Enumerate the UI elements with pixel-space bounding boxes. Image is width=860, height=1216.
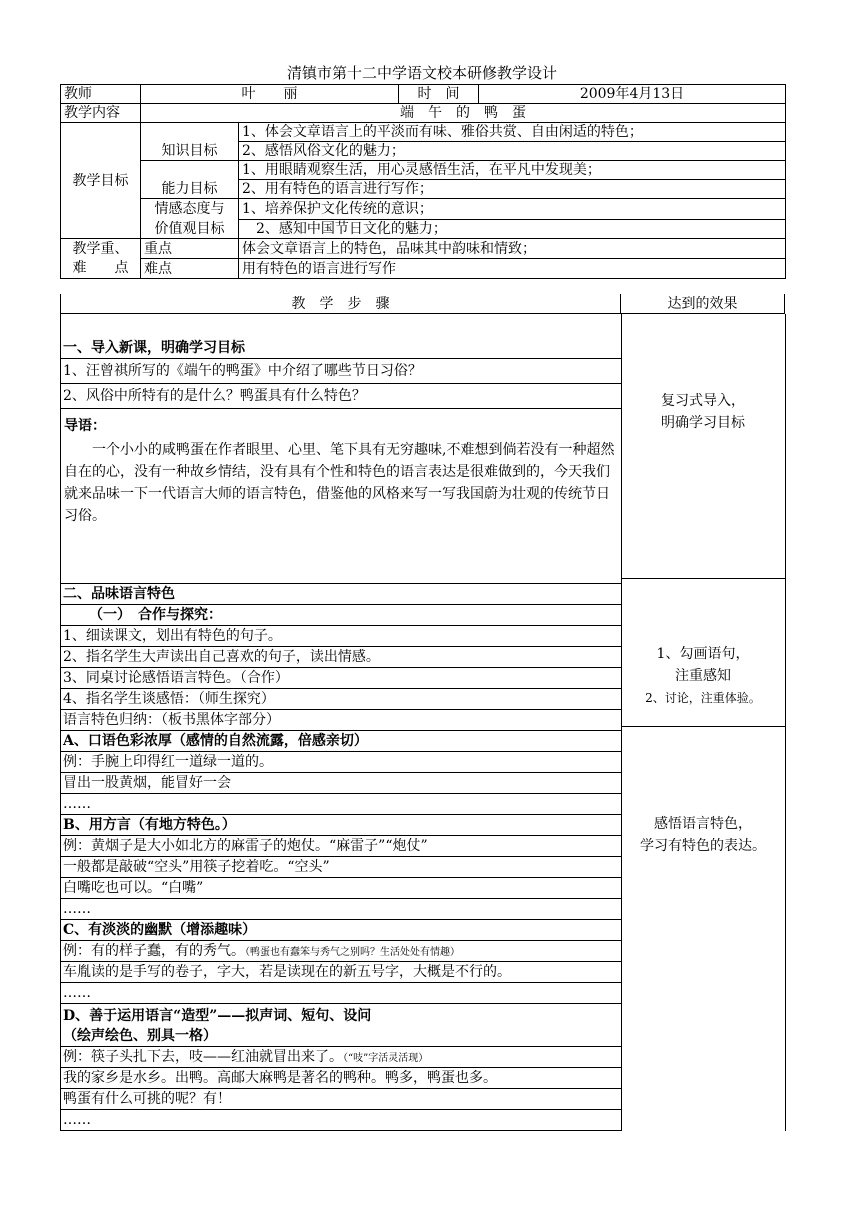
feature-example: 一般都是敲破“空头”用筷子挖着吃。“空头” (61, 857, 621, 878)
feature-b-heading: B、用方言（有地方特色。） (61, 815, 621, 836)
feature-example: 我的家乡是水乡。出鸭。高邮大麻鸭是著名的鸭种。鸭多，鸭蛋也多。 (61, 1068, 621, 1089)
key-value: 体会文章语言上的特色，品味其中韵味和情致； (239, 239, 786, 259)
ellipsis: …… (61, 794, 621, 815)
section1-heading: 一、导入新课，明确学习目标 (61, 338, 621, 359)
plan-header-table (60, 84, 786, 279)
section2-heading: 二、品味语言特色 (61, 584, 621, 605)
diff-value: 用有特色的语言进行写作 (239, 259, 786, 279)
feature-example: 例：手腕上印得红一道绿一道的。 (61, 752, 621, 773)
feature-a-heading: A、口语色彩浓厚（感情的自然流露，倍感亲切） (61, 731, 621, 752)
key-label: 重点 (141, 239, 239, 259)
section2-item: 4、指名学生谈感悟：（师生探究） (61, 689, 621, 710)
effect-text: 1、勾画语句， (656, 646, 750, 662)
ability-item: 1、用眼睛观察生活，用心灵感悟生活，在平凡中发现美； (239, 161, 786, 180)
intro-text: 一个小小的咸鸭蛋在作者眼里、心里、笔下具有无穷趣味,不难想到倘若没有一种超然自在的心，没有一种故乡情结，没有具有个性和特色的语言表达是很难做到的，今天我们就来品味一下一代语言大师的语言特色，借鉴他的风格来写一写我国蔚为壮观的传统节日习俗。 (64, 442, 615, 524)
ability-item: 2、用有特色的语言进行写作； (239, 180, 786, 199)
ellipsis: …… (61, 1110, 621, 1131)
feature-example: 例：黄烟子是大小如北方的麻雷子的炮仗。“麻雷子”“炮仗” (61, 836, 621, 857)
section2-item: 语言特色归纳：（板书黑体字部分） (61, 710, 621, 731)
content-label: 教学内容 (61, 104, 141, 123)
feature-d-heading: D、善于运用语言“造型”——拟声词、短句、设问 (63, 1008, 372, 1024)
goals-label: 教学目标 (61, 123, 141, 239)
steps-column (60, 314, 622, 1131)
steps-header: 教 学 步 骤 (60, 294, 621, 314)
emotion-item: 1、培养保护文化传统的意识； (239, 199, 786, 220)
example-text: 例：有的样子蠢，有的秀气。 (63, 943, 245, 959)
ellipsis: …… (61, 899, 621, 920)
teacher-name: 叶 丽 (141, 85, 399, 104)
emotion-label-line1: 情感态度与 (141, 199, 239, 220)
effect-text: 2、讨论，注重体验。 (645, 691, 761, 705)
example-note: （鸭蛋也有蠢笨与秀气之别吗？生活处处有情趣） (245, 947, 460, 958)
section2-sub: （一） 合作与探究： (61, 605, 621, 626)
diff-label: 难点 (141, 259, 239, 279)
feature-example: 冒出一股黄烟，能冒好一会 (61, 773, 621, 794)
steps-area (60, 296, 785, 1134)
intro-label: 导语： (64, 418, 106, 434)
knowledge-item: 2、感悟风俗文化的魅力； (239, 142, 786, 161)
content-value: 端 午 的 鸭 蛋 (141, 104, 786, 123)
effect-section1 (621, 314, 785, 579)
feature-example (61, 1047, 621, 1068)
section2-item: 1、细读课文，划出有特色的句子。 (61, 626, 621, 647)
teacher-label: 教师 (61, 85, 141, 104)
effect-features (621, 727, 785, 1131)
section1-question: 2、风俗中所特有的是什么？鸭蛋具有什么特色？ (61, 384, 621, 409)
knowledge-label: 知识目标 (141, 123, 239, 161)
section1-question: 1、汪曾祺所写的《端午的鸭蛋》中介绍了哪些节日习俗？ (61, 359, 621, 384)
section2-item: 2、指名学生大声读出自己喜欢的句子，读出情感。 (61, 647, 621, 668)
feature-example: 白嘴吃也可以。“白嘴” (61, 878, 621, 899)
section2-item: 3、同桌讨论感悟语言特色。（合作） (61, 668, 621, 689)
knowledge-item: 1、体会文章语言上的平淡而有味、雅俗共赏、自由闲适的特色； (239, 123, 786, 142)
effect-column (621, 314, 786, 1131)
date-value: 2009年4月13日 (479, 85, 786, 104)
feature-example: 鸭蛋有什么可挑的呢？有！ (61, 1089, 621, 1110)
effect-text: 明确学习目标 (661, 415, 745, 431)
effect-text: 复习式导入， (661, 393, 745, 409)
emotion-label-line2: 价值观目标 (141, 220, 239, 239)
feature-d-subheading: （绘声绘色、别具一格） (61, 1026, 621, 1047)
effect-text: 注重感知 (675, 668, 731, 684)
emotion-item: 2、感知中国节日文化的魅力； (239, 220, 786, 239)
keypoints-label-line2: 难 点 (61, 259, 141, 279)
feature-example: 车胤读的是手写的卷子，字大，若是读现在的新五号字，大概是不行的。 (61, 962, 621, 983)
feature-example (61, 941, 621, 962)
effect-section2 (621, 579, 785, 727)
keypoints-label-line1: 教学重、 (61, 239, 141, 259)
page-title: 清镇市第十二中学语文校本研修教学设计 (286, 64, 557, 82)
feature-c-heading: C、有淡淡的幽默（增添趣味） (61, 920, 621, 941)
example-text: 例：筷子头扎下去，吱——红油就冒出来了。 (63, 1049, 343, 1065)
effect-header: 达到的效果 (621, 294, 785, 314)
effect-text: 感悟语言特色， (654, 816, 752, 832)
time-label: 时 间 (399, 85, 479, 104)
example-note: （“吱”字活灵活现） (343, 1053, 429, 1064)
ellipsis: …… (61, 983, 621, 1004)
effect-text: 学习有特色的表达。 (640, 838, 766, 854)
ability-label: 能力目标 (141, 161, 239, 199)
